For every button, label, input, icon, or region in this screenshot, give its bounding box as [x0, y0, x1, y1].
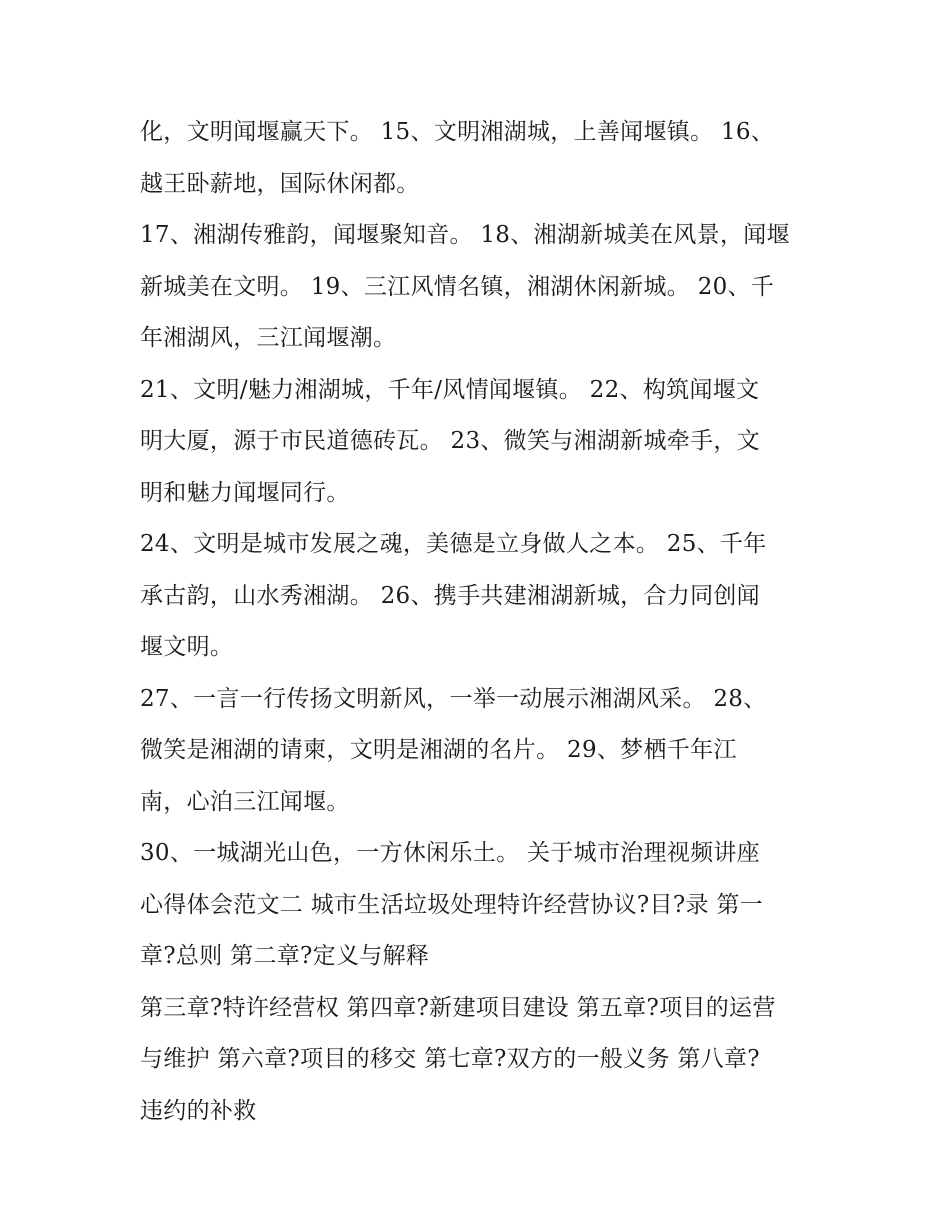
- text-line: 微笑是湘湖的请柬，文明是湘湖的名片。 29、梦栖千年江: [140, 737, 737, 763]
- text-line: 承古韵，山水秀湘湖。 26、携手共建湘湖新城，合力同创闻: [140, 582, 760, 609]
- text-line: 南，心泊三江闻堰。: [140, 788, 350, 815]
- text-line: 年湘湖风，三江闻堰潮。: [140, 325, 397, 351]
- text-line: 明和魅力闻堰同行。: [140, 479, 350, 506]
- text-line: 越王卧薪地，国际休闲都。: [140, 170, 420, 197]
- text-line: 新城美在文明。 19、三江风情名镇，湘湖休闲新城。 20、千: [140, 273, 775, 300]
- text-line: 明大厦，源于市民道德砖瓦。 23、微笑与湘湖新城牵手，文: [140, 428, 760, 454]
- text-line: 第三章?特许经营权 第四章?新建项目建设 第五章?项目的运营: [140, 994, 776, 1021]
- text-line: 化，文明闻堰赢天下。 15、文明湘湖城，上善闻堰镇。 16、: [140, 119, 775, 145]
- text-line: 30、一城湖光山色，一方休闲乐土。 关于城市治理视频讲座: [140, 840, 760, 866]
- text-line: 21、文明/魅力湘湖城，千年/风情闻堰镇。 22、构筑闻堰文: [140, 376, 760, 403]
- text-line: 堰文明。: [140, 634, 234, 660]
- text-line: 违约的补救: [140, 1097, 257, 1124]
- text-line: 24、文明是城市发展之魂，美德是立身做人之本。 25、千年: [140, 531, 767, 557]
- text-line: 章?总则 第二章?定义与解释: [140, 943, 430, 969]
- text-line: 17、湘湖传雅韵，闻堰聚知音。 18、湘湖新城美在风景，闻堰: [140, 222, 790, 248]
- document-body: [140, 107, 820, 1137]
- text-line: 27、一言一行传扬文明新风，一举一动展示湘湖风采。 28、: [140, 685, 767, 712]
- text-line: 心得体会范文二 城市生活垃圾处理特许经营协议?目?录 第一: [140, 891, 763, 918]
- text-line: 与维护 第六章?项目的移交 第七章?双方的一般义务 第八章?: [140, 1046, 760, 1072]
